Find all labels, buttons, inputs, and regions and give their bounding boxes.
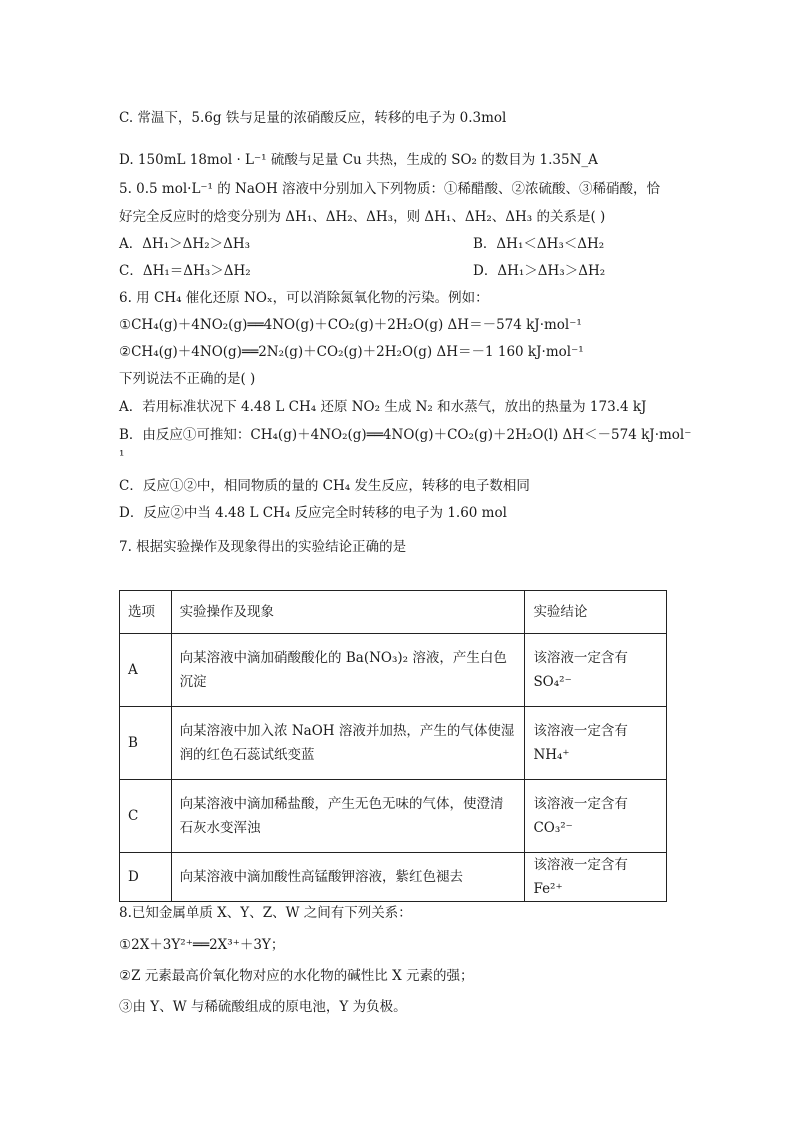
q6-option-b: B．由反应①可推知：CH₄(g)＋4NO₂(g)══4NO(g)＋CO₂(g)＋2H₂O(l) ΔH＜－574 kJ·mol⁻ [119,427,692,443]
question-7-stem: 7. 根据实验操作及现象得出的实验结论正确的是 [119,539,407,555]
reaction-1: ①CH₄(g)＋4NO₂(g)══4NO(g)＋CO₂(g)＋2H₂O(g) ΔH＝－574 kJ·mol⁻¹ [119,317,582,333]
row-operation: 向某溶液中滴加稀盐酸，产生无色无味的气体，使澄清石灰水变浑浊 [171,780,525,853]
table-header-row [120,591,667,634]
question-6-prompt: 下列说法不正确的是( ) [119,371,256,387]
row-conclusion: 该溶液一定含有 NH₄⁺ [525,707,667,780]
table-row [120,707,667,780]
q5-option-b: B．ΔH₁＜ΔH₃＜ΔH₂ [473,236,605,252]
option-d-line: D. 150mL 18mol · L⁻¹ 硫酸与足量 Cu 共热，生成的 SO₂ 的数目为 1.35N_A [119,152,598,168]
question-8-stem: 8.已知金属单质 X、Y、Z、W 之间有下列关系： [119,905,412,921]
q6-option-a: A．若用标准状况下 4.48 L CH₄ 还原 NO₂ 生成 N₂ 和水蒸气，放出的热量为 173.4 kJ [119,399,647,415]
question-5-line-2: 好完全反应时的焓变分别为 ΔH₁、ΔH₂、ΔH₃，则 ΔH₁、ΔH₂、ΔH₃ 的关系是( ) [119,209,606,225]
question-5-line-1: 5. 0.5 mol·L⁻¹ 的 NaOH 溶液中分别加入下列物质：①稀醋酸、②浓硫酸、③稀硝酸，恰 [119,181,661,197]
row-label: B [120,707,172,780]
row-operation: 向某溶液中滴加酸性高锰酸钾溶液，紫红色褪去 [171,853,525,902]
header-option: 选项 [120,591,172,634]
row-label: A [120,634,172,707]
q8-relation-2: ②Z 元素最高价氧化物对应的水化物的碱性比 X 元素的强； [119,968,474,984]
q6-option-d: D．反应②中当 4.48 L CH₄ 反应完全时转移的电子为 1.60 mol [119,505,507,521]
reaction-2: ②CH₄(g)＋4NO(g)══2N₂(g)＋CO₂(g)＋2H₂O(g) ΔH＝－1 160 kJ·mol⁻¹ [119,344,584,360]
q8-relation-1: ①2X＋3Y²⁺══2X³⁺＋3Y； [119,937,285,953]
row-operation: 向某溶液中加入浓 NaOH 溶液并加热，产生的气体使湿润的红色石蕊试纸变蓝 [171,707,525,780]
experiment-table [119,590,667,902]
header-operation: 实验操作及现象 [171,591,525,634]
q6-option-c: C．反应①②中，相同物质的量的 CH₄ 发生反应，转移的电子数相同 [119,478,530,494]
table-row [120,634,667,707]
table-row [120,780,667,853]
row-conclusion: 该溶液一定含有 Fe²⁺ [525,853,667,902]
question-6-stem: 6. 用 CH₄ 催化还原 NOₓ，可以消除氮氧化物的污染。例如： [119,290,489,306]
q5-option-c: C．ΔH₁＝ΔH₃＞ΔH₂ [119,263,251,279]
q5-option-d: D．ΔH₁＞ΔH₃＞ΔH₂ [473,263,606,279]
header-conclusion: 实验结论 [525,591,667,634]
row-operation: 向某溶液中滴加硝酸酸化的 Ba(NO₃)₂ 溶液，产生白色沉淀 [171,634,525,707]
table-row [120,853,667,902]
q6-option-b-wrap: ¹ [119,448,125,464]
q8-relation-3: ③由 Y、W 与稀硫酸组成的原电池，Y 为负极。 [119,999,407,1015]
q5-option-a: A．ΔH₁＞ΔH₂＞ΔH₃ [119,236,251,252]
q5-option-row-2 [119,261,606,281]
row-conclusion: 该溶液一定含有 CO₃²⁻ [525,780,667,853]
row-label: C [120,780,172,853]
q5-option-row-1 [119,234,605,254]
option-c-line: C. 常温下，5.6g 铁与足量的浓硝酸反应，转移的电子为 0.3mol [119,110,507,126]
row-label: D [120,853,172,902]
row-conclusion: 该溶液一定含有 SO₄²⁻ [525,634,667,707]
